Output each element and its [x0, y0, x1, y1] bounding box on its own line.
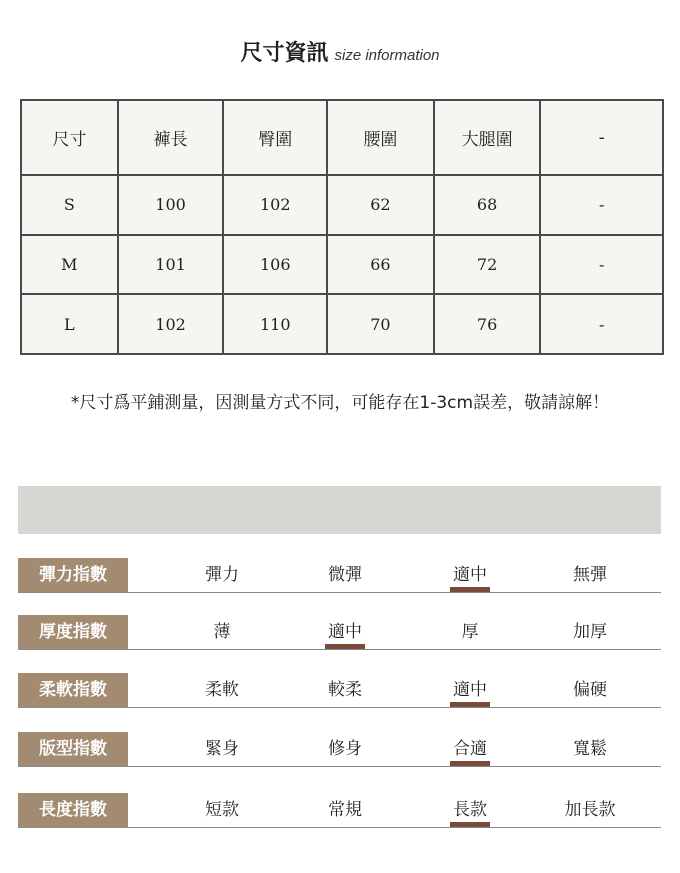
- table-cell: M: [21, 235, 118, 295]
- table-cell: L: [21, 294, 118, 354]
- header-hip: 臀圍: [223, 100, 327, 175]
- thickness-index-row: [18, 615, 661, 650]
- table-cell: -: [540, 294, 663, 354]
- index-option: 柔軟: [205, 680, 239, 700]
- table-row: [21, 294, 663, 354]
- table-row: [21, 175, 663, 235]
- index-option: 較柔: [328, 680, 362, 700]
- table-cell: -: [540, 175, 663, 235]
- index-option: 緊身: [205, 739, 239, 759]
- index-option: 常規: [328, 800, 362, 820]
- table-cell: S: [21, 175, 118, 235]
- index-option: 修身: [328, 739, 362, 759]
- measurement-note: *尺寸爲平鋪測量，因測量方式不同，可能存在1-3cm誤差，敬請諒解！: [70, 393, 610, 413]
- table-cell: 101: [118, 235, 224, 295]
- index-option: 長款: [453, 793, 487, 827]
- size-table: [20, 99, 664, 355]
- softness-index-row: [18, 673, 661, 708]
- size-info-title: [0, 36, 680, 67]
- index-option: 適中: [453, 673, 487, 707]
- table-cell: -: [540, 235, 663, 295]
- subtitle-text: size information: [334, 47, 440, 64]
- index-option: 厚: [461, 622, 479, 642]
- table-cell: 62: [327, 175, 434, 235]
- index-label: 版型指數: [18, 732, 128, 766]
- table-cell: 76: [434, 294, 541, 354]
- index-option: 加長款: [564, 800, 616, 820]
- header-pants-length: 褲長: [118, 100, 224, 175]
- table-header-row: [21, 100, 663, 175]
- fit-index-row: [18, 732, 661, 767]
- length-index-row: [18, 793, 661, 828]
- index-option: 偏硬: [573, 680, 607, 700]
- header-thigh: 大腿圍: [434, 100, 541, 175]
- index-option: 合適: [453, 732, 487, 766]
- table-cell: 68: [434, 175, 541, 235]
- divider-bar: [18, 486, 661, 534]
- index-label: 柔軟指數: [18, 673, 128, 707]
- title-text: 尺寸資訊: [240, 41, 329, 66]
- index-option: 微彈: [328, 565, 362, 585]
- index-label: 彈力指數: [18, 558, 128, 592]
- table-cell: 70: [327, 294, 434, 354]
- elasticity-index-row: [18, 558, 661, 593]
- index-option: 彈力: [205, 565, 239, 585]
- index-option: 適中: [453, 558, 487, 592]
- table-cell: 110: [223, 294, 327, 354]
- index-option: 薄: [213, 622, 231, 642]
- index-label: 厚度指數: [18, 615, 128, 649]
- index-option: 寬鬆: [573, 739, 607, 759]
- table-cell: 106: [223, 235, 327, 295]
- table-row: [21, 235, 663, 295]
- table-cell: 102: [223, 175, 327, 235]
- header-size: 尺寸: [21, 100, 118, 175]
- header-extra: -: [540, 100, 663, 175]
- index-option: 無彈: [573, 565, 607, 585]
- table-cell: 100: [118, 175, 224, 235]
- table-cell: 66: [327, 235, 434, 295]
- table-cell: 72: [434, 235, 541, 295]
- index-option: 加厚: [573, 622, 607, 642]
- header-waist: 腰圍: [327, 100, 434, 175]
- index-option: 短款: [205, 800, 239, 820]
- index-option: 適中: [328, 615, 362, 649]
- index-label: 長度指數: [18, 793, 128, 827]
- table-cell: 102: [118, 294, 224, 354]
